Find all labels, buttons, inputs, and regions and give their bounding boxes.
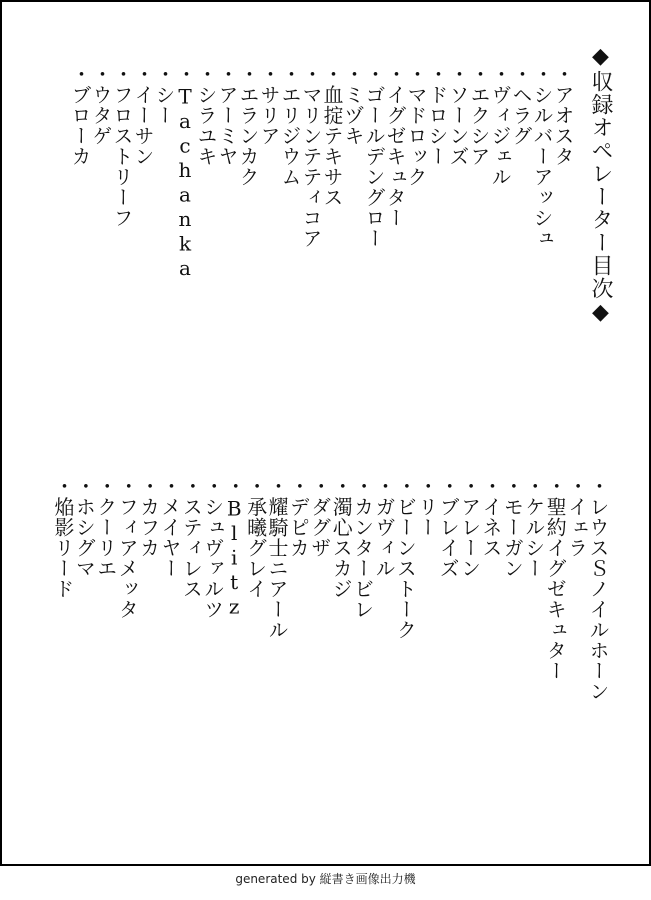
entry-name: マリンテティコア bbox=[299, 84, 323, 249]
entry-name: マドロック bbox=[404, 84, 428, 187]
entry-bullet: ・ bbox=[299, 64, 323, 85]
entry-bullet: ・ bbox=[383, 64, 407, 85]
entry-name: 焔影リード bbox=[51, 496, 75, 599]
operator-entry bbox=[481, 476, 501, 558]
entry-bullet: ・ bbox=[278, 64, 302, 85]
operator-entry bbox=[115, 476, 140, 620]
operator-entry bbox=[500, 476, 525, 579]
entry-bullet: ・ bbox=[136, 476, 161, 497]
entry-name: 血掟テキサス bbox=[320, 84, 344, 208]
entry-name: ケルシー bbox=[521, 496, 546, 579]
entry-bullet: ・ bbox=[436, 476, 461, 497]
entry-bullet: ・ bbox=[286, 476, 311, 497]
entry-bullet: ・ bbox=[509, 64, 533, 85]
entry-name: ダグザ bbox=[307, 496, 332, 558]
operator-entry bbox=[385, 64, 405, 228]
entry-name: リー bbox=[414, 496, 439, 538]
operator-entry bbox=[136, 476, 161, 558]
entry-name: カンタービレ bbox=[350, 496, 375, 620]
entry-bullet: ・ bbox=[243, 476, 268, 497]
operator-entry bbox=[217, 64, 237, 167]
operator-entry bbox=[307, 476, 332, 558]
entry-bullet: ・ bbox=[194, 64, 218, 85]
entry-name: ビーンストーク bbox=[393, 496, 418, 640]
operator-entry bbox=[154, 64, 174, 126]
operator-entry bbox=[179, 476, 204, 599]
entry-bullet: ・ bbox=[257, 64, 281, 85]
operator-entry bbox=[133, 64, 153, 167]
operator-entry bbox=[301, 64, 321, 249]
operator-entry bbox=[286, 476, 311, 558]
operator-entry bbox=[564, 476, 589, 558]
entry-name: デピカ bbox=[286, 496, 311, 558]
entry-name: ヘラグ bbox=[509, 84, 533, 146]
entry-bullet: ・ bbox=[110, 64, 134, 85]
entry-bullet: ・ bbox=[500, 476, 525, 497]
entry-name: イネス bbox=[479, 496, 503, 558]
entry-name: フィアメッタ bbox=[115, 496, 140, 620]
toc-title: ◆収録オペレーター目次◆ bbox=[588, 44, 613, 326]
entry-bullet: ・ bbox=[488, 64, 512, 85]
entry-name: レウスＳノイルホーン bbox=[586, 496, 610, 702]
entry-name: フロストリーフ bbox=[110, 84, 134, 228]
operator-entry bbox=[490, 64, 510, 187]
entry-name: ドロシー bbox=[425, 84, 449, 167]
entry-bullet: ・ bbox=[131, 64, 155, 85]
entry-bullet: ・ bbox=[446, 64, 470, 85]
entry-bullet: ・ bbox=[89, 64, 113, 85]
entry-bullet: ・ bbox=[179, 476, 204, 497]
entry-name: エランカク bbox=[236, 84, 260, 187]
entry-name: シルバーアッシュ bbox=[530, 84, 554, 249]
entry-bullet: ・ bbox=[115, 476, 140, 497]
operator-entry bbox=[329, 476, 354, 599]
entry-bullet: ・ bbox=[215, 64, 239, 85]
operator-entry bbox=[243, 476, 268, 599]
operator-entry bbox=[72, 476, 97, 579]
entry-name: ブローカ bbox=[68, 84, 92, 167]
entry-name: カフカ bbox=[136, 496, 161, 558]
entry-name: ブレイズ bbox=[436, 496, 461, 579]
operator-entry bbox=[91, 64, 111, 146]
entry-bullet: ・ bbox=[350, 476, 375, 497]
entry-bullet: ・ bbox=[586, 476, 610, 497]
entry-bullet: ・ bbox=[200, 476, 225, 497]
entry-name: シラユキ bbox=[194, 84, 218, 167]
entry-bullet: ・ bbox=[222, 476, 247, 497]
entry-name: シー bbox=[152, 84, 176, 126]
entry-name: アーミヤ bbox=[215, 84, 239, 167]
entry-name: クーリエ bbox=[93, 496, 118, 579]
entry-bullet: ・ bbox=[551, 64, 575, 85]
operator-entry bbox=[322, 64, 342, 208]
entry-name: ウタゲ bbox=[89, 84, 113, 146]
entry-bullet: ・ bbox=[425, 64, 449, 85]
operator-entry bbox=[200, 476, 225, 620]
operator-entry bbox=[238, 64, 258, 187]
operator-entry bbox=[112, 64, 132, 228]
operator-entry bbox=[543, 476, 568, 681]
entry-name: ソーンズ bbox=[446, 84, 470, 167]
entry-bullet: ・ bbox=[341, 64, 365, 85]
operator-entry bbox=[374, 476, 394, 579]
entry-bullet: ・ bbox=[467, 64, 491, 85]
entry-name: 濁心スカジ bbox=[329, 496, 354, 599]
operator-entry bbox=[160, 476, 180, 579]
entry-name: イーサン bbox=[131, 84, 155, 167]
operator-entry bbox=[259, 64, 279, 146]
operator-entry bbox=[588, 476, 608, 702]
entry-bullet: ・ bbox=[320, 64, 344, 85]
operator-entry bbox=[448, 64, 468, 167]
operator-entry bbox=[350, 476, 375, 620]
entry-bullet: ・ bbox=[68, 64, 92, 85]
entry-name: モーガン bbox=[500, 496, 525, 579]
entry-name: アオスタ bbox=[551, 84, 575, 167]
entry-name: Blitz bbox=[222, 496, 247, 619]
entry-name: サリア bbox=[257, 84, 281, 146]
operator-entry bbox=[414, 476, 439, 538]
operator-entry bbox=[521, 476, 546, 579]
operator-entry bbox=[364, 64, 384, 249]
entry-bullet: ・ bbox=[521, 476, 546, 497]
operator-entry bbox=[511, 64, 531, 146]
entry-name: イグゼキュター bbox=[383, 84, 407, 228]
entry-bullet: ・ bbox=[393, 476, 418, 497]
operator-entry bbox=[196, 64, 216, 167]
entry-bullet: ・ bbox=[307, 476, 332, 497]
entry-bullet: ・ bbox=[158, 476, 182, 497]
footer-credit: generated by 縦書き画像出力機 bbox=[235, 872, 416, 886]
operator-entry bbox=[53, 476, 73, 599]
entry-bullet: ・ bbox=[51, 476, 75, 497]
entry-name: ホシグマ bbox=[72, 496, 97, 579]
entry-name: 聖約イグゼキュター bbox=[543, 496, 568, 681]
operator-entry bbox=[222, 476, 247, 619]
entry-name: エクシア bbox=[467, 84, 491, 167]
operator-entry bbox=[343, 64, 363, 146]
entry-bullet: ・ bbox=[152, 64, 176, 85]
entry-bullet: ・ bbox=[414, 476, 439, 497]
entry-bullet: ・ bbox=[372, 476, 396, 497]
entry-name: スティレス bbox=[179, 496, 204, 599]
entry-bullet: ・ bbox=[265, 476, 289, 497]
entry-name: ヴィジェル bbox=[488, 84, 512, 187]
operator-entry bbox=[267, 476, 287, 640]
entry-bullet: ・ bbox=[93, 476, 118, 497]
entry-name: シュヴァルツ bbox=[200, 496, 225, 620]
entry-bullet: ・ bbox=[173, 64, 197, 85]
entry-bullet: ・ bbox=[564, 476, 589, 497]
operator-entry bbox=[280, 64, 300, 187]
operator-entry bbox=[93, 476, 118, 579]
entry-bullet: ・ bbox=[362, 64, 386, 85]
operator-entry bbox=[393, 476, 418, 640]
operator-entry bbox=[457, 476, 482, 579]
entry-name: メイヤー bbox=[158, 496, 182, 579]
operator-entry bbox=[175, 64, 195, 281]
entry-bullet: ・ bbox=[404, 64, 428, 85]
entry-name: 耀騎士ニアール bbox=[265, 496, 289, 640]
entry-name: ミヅキ bbox=[341, 84, 365, 146]
operator-entry bbox=[469, 64, 489, 167]
operator-entry bbox=[553, 64, 573, 167]
operator-entry bbox=[436, 476, 461, 579]
operator-entry bbox=[70, 64, 90, 167]
entry-bullet: ・ bbox=[329, 476, 354, 497]
entry-name: Tachanka bbox=[173, 84, 197, 281]
entry-name: アレーン bbox=[457, 496, 482, 579]
operator-entry bbox=[427, 64, 447, 167]
entry-name: イェラ bbox=[564, 496, 589, 558]
operator-entry bbox=[406, 64, 426, 187]
entry-bullet: ・ bbox=[236, 64, 260, 85]
entry-name: ゴールデングロー bbox=[362, 84, 386, 249]
entry-bullet: ・ bbox=[543, 476, 568, 497]
entry-bullet: ・ bbox=[479, 476, 503, 497]
entry-name: エリジウム bbox=[278, 84, 302, 187]
entry-name: ガヴィル bbox=[372, 496, 396, 579]
entry-bullet: ・ bbox=[72, 476, 97, 497]
operator-entry bbox=[532, 64, 552, 249]
entry-name: 承曦グレイ bbox=[243, 496, 268, 599]
entry-bullet: ・ bbox=[530, 64, 554, 85]
entry-bullet: ・ bbox=[457, 476, 482, 497]
